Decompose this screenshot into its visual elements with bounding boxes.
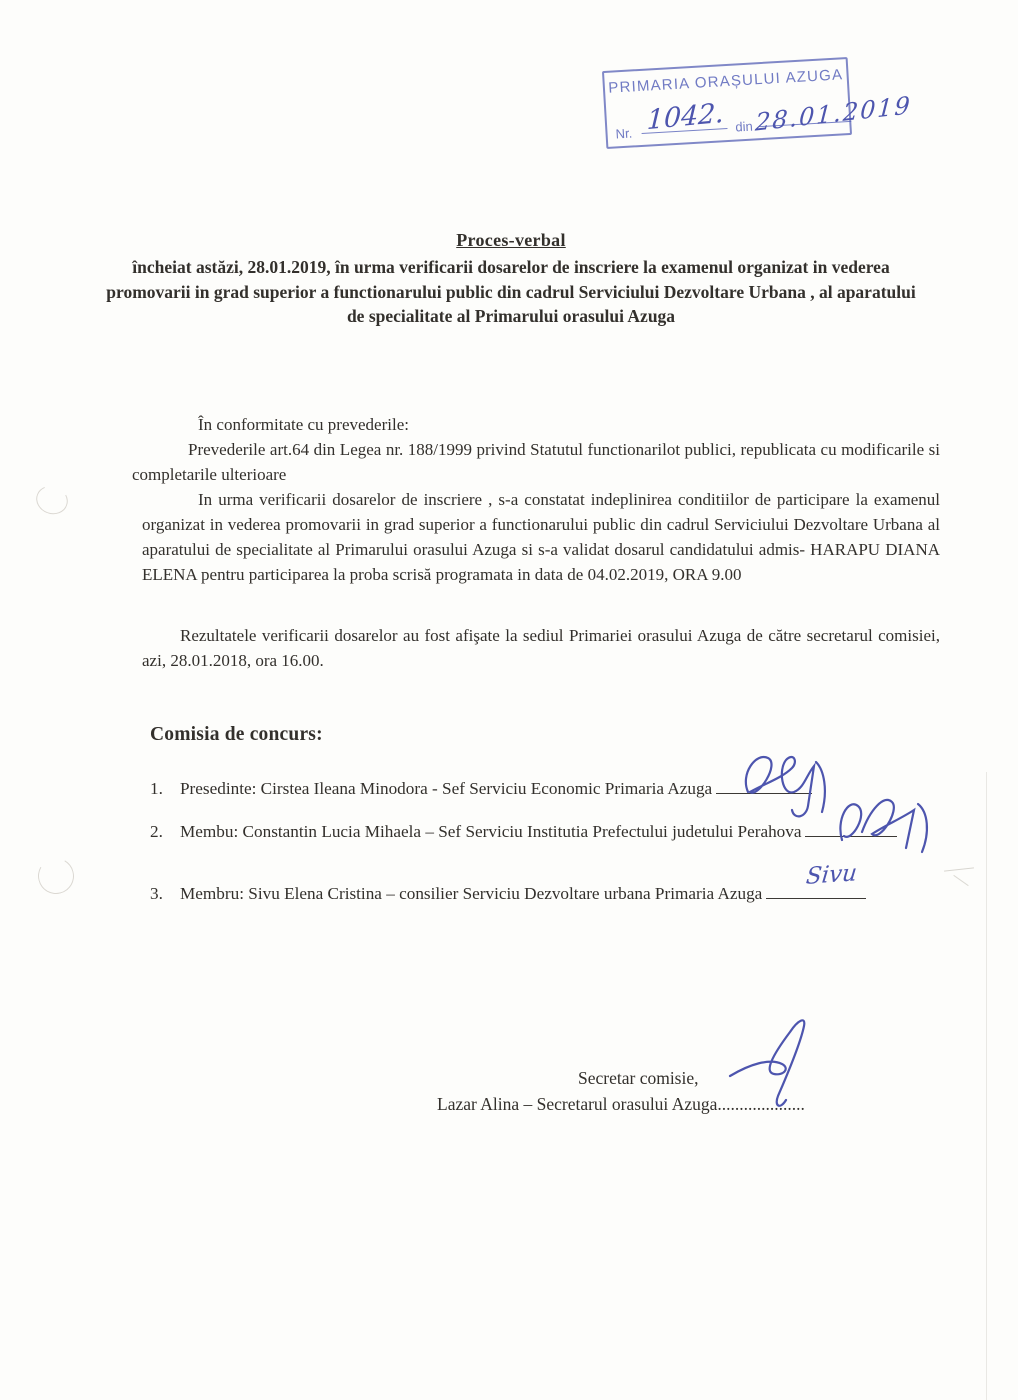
scan-fold-line <box>986 772 987 1400</box>
pencil-mark <box>944 867 974 871</box>
document-title: Proces-verbal <box>456 230 566 250</box>
signature-line-1 <box>716 779 812 794</box>
signature-membru-3: Sivu <box>804 860 859 890</box>
stamp-handwritten-date: 28.01.2019 <box>754 91 913 137</box>
member-text: Membu: Constantin Lucia Mihaela – Sef Serviciu Institutia Prefectului judetului Perahova <box>180 822 802 841</box>
paragraph-verificare: In urma verificarii dosarelor de inscriere , s-a constatat indeplinirea conditiilor de participare la examenul organizat in vederea promovarii in grad superior a functionarului public din cadrul Serviciului Dezvoltare Urbana al aparatului de specialitate al Primarului orasului Azuga si s-a validat dosarul candidatului admis- HARAPU DIANA ELENA pentru participarea la proba scrisă programata in data de 04.02.2019, ORA 9.00 <box>142 490 940 584</box>
punch-hole-mark-bottom <box>34 854 78 898</box>
signature-line-2 <box>805 822 897 837</box>
committee-member-1 <box>150 779 950 799</box>
member-number: 1. <box>150 779 163 798</box>
member-text: Membru: Sivu Elena Cristina – consilier Serviciu Dezvoltare urbana Primaria Azuga <box>180 884 763 903</box>
committee-heading: Comisia de concurs: <box>150 724 323 745</box>
member-number: 2. <box>150 822 163 841</box>
member-text: Presedinte: Cirstea Ileana Minodora - Sef Serviciu Economic Primaria Azuga <box>180 779 713 798</box>
body-block <box>132 412 940 673</box>
stamp-handwritten-number: 1042. <box>646 97 725 137</box>
stamp-organization: PRIMARIA ORAȘULUI AZUGA <box>607 66 844 97</box>
title-block <box>102 230 920 329</box>
stamp-nr-label: Nr. <box>615 125 633 142</box>
footer-role: Secretar comisie, <box>578 1068 699 1088</box>
registration-stamp <box>602 57 913 149</box>
paragraph-rezultate: Rezultatele verificarii dosarelor au fost afişate la sediul Primariei orasului Azuga de către secretarul comisiei, azi, 28.01.2018, ora 16.00. <box>142 626 940 670</box>
committee-member-2 <box>150 822 950 842</box>
intro-paragraph: încheiat astăzi, 28.01.2019, în urma verificarii dosarelor de inscriere la examenul organizat in vederea promovarii in grad superior a functionarului public din cadrul Serviciului Dezvoltare Urbana , al aparatului de specialitate al Primarului orasului Azuga <box>106 257 916 326</box>
member-number: 3. <box>150 884 163 903</box>
punch-hole-mark-top <box>32 481 72 518</box>
pencil-mark-2 <box>953 875 968 886</box>
footer-name-line: Lazar Alina – Secretarul orasului Azuga.................... <box>437 1094 805 1114</box>
stamp-din-label: din <box>734 118 754 135</box>
paragraph-prevederi: Prevederile art.64 din Legea nr. 188/1999 privind Statutul functionarilot publici, republicata cu modificarile si completarile ulterioare <box>132 440 940 484</box>
paragraph-conformitate: În conformitate cu prevederile: <box>198 415 409 434</box>
